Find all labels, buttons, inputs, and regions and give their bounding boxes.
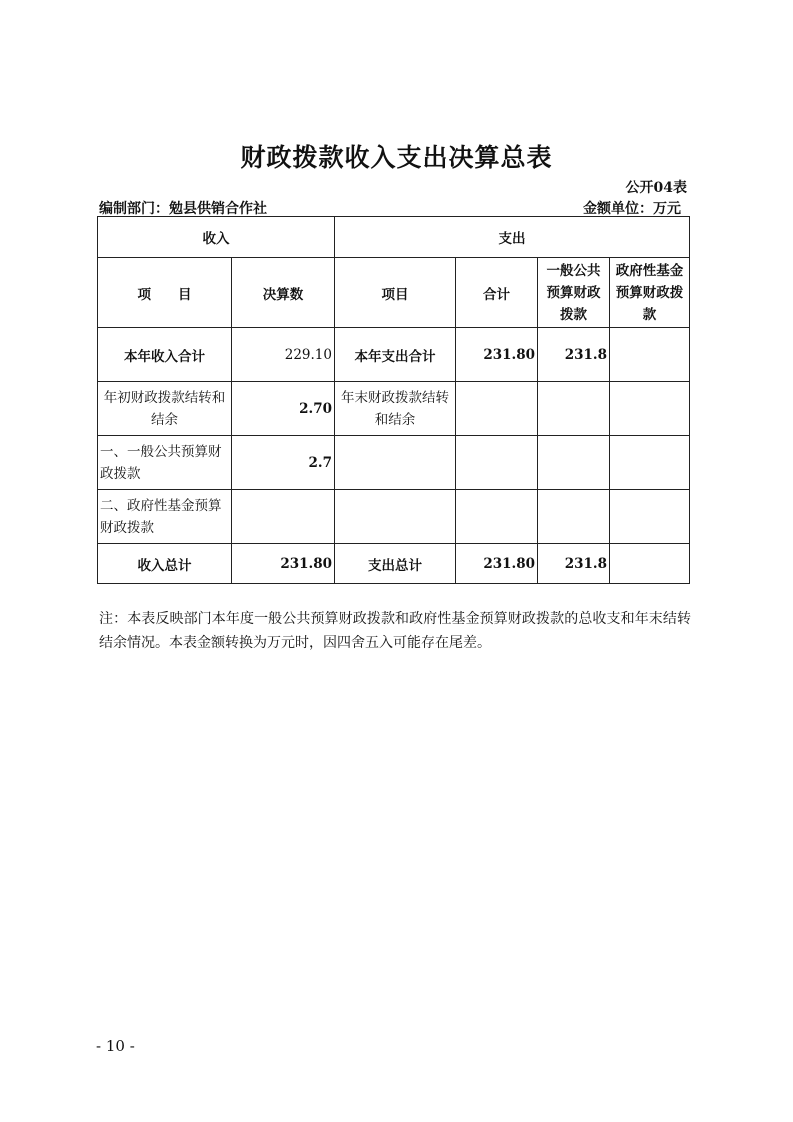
row-expense-total: 231.80: [456, 328, 538, 382]
col-header-exp-item: 项目: [335, 258, 456, 328]
row-income-label: 一、一般公共预算财政拨款: [98, 436, 232, 490]
appropriation-table: [97, 216, 690, 584]
table-row: [98, 544, 690, 584]
row-expense-fund: [610, 544, 690, 584]
row-expense-total: 231.80: [456, 544, 538, 584]
row-income-value: 231.80: [232, 544, 335, 584]
row-expense-general: 231.8: [538, 328, 610, 382]
col-header-final: 决算数: [232, 258, 335, 328]
row-expense-fund: [610, 490, 690, 544]
footnote: 注：本表反映部门本年度一般公共预算财政拨款和政府性基金预算财政拨款的总收支和年末结转结余情况。本表金额转换为万元时，因四舍五入可能存在尾差。: [99, 611, 691, 651]
col-header-total: 合计: [456, 258, 538, 328]
row-expense-total: [456, 382, 538, 436]
page-number: - 10 -: [96, 1037, 135, 1055]
row-expense-general: [538, 436, 610, 490]
page-title: 财政拨款收入支出决算总表: [240, 143, 553, 172]
row-income-label: 二、政府性基金预算财政拨款: [98, 490, 232, 544]
row-expense-total: [456, 436, 538, 490]
row-income-value: [232, 490, 335, 544]
table-row: [98, 490, 690, 544]
row-income-label: 本年收入合计: [98, 328, 232, 382]
row-expense-label: [335, 490, 456, 544]
table-row: [98, 328, 690, 382]
col-header-item: 项 目: [98, 258, 232, 328]
row-expense-label: 本年支出合计: [335, 328, 456, 382]
expense-group-header: 支出: [335, 217, 690, 258]
col-header-gov-fund: 政府性基金预算财政拨款: [610, 258, 690, 328]
income-group-header: 收入: [98, 217, 335, 258]
row-expense-label: [335, 436, 456, 490]
row-expense-total: [456, 490, 538, 544]
row-expense-label: 支出总计: [335, 544, 456, 584]
row-income-label: 年初财政拨款结转和结余: [98, 382, 232, 436]
row-expense-fund: [610, 436, 690, 490]
department-label: 编制部门：勉县供销合作社: [99, 201, 267, 217]
row-expense-label: 年末财政拨款结转和结余: [335, 382, 456, 436]
unit-label: 金额单位：万元: [583, 201, 681, 217]
row-expense-fund: [610, 328, 690, 382]
col-header-general: 一般公共预算财政拨款: [538, 258, 610, 328]
row-expense-fund: [610, 382, 690, 436]
row-expense-general: 231.8: [538, 544, 610, 584]
row-income-label: 收入总计: [98, 544, 232, 584]
form-number: 公开04表: [625, 180, 687, 196]
row-income-value: 229.10: [232, 328, 335, 382]
row-income-value: 2.70: [232, 382, 335, 436]
table-row: [98, 436, 690, 490]
row-income-value: 2.7: [232, 436, 335, 490]
table-row: [98, 382, 690, 436]
row-expense-general: [538, 490, 610, 544]
row-expense-general: [538, 382, 610, 436]
